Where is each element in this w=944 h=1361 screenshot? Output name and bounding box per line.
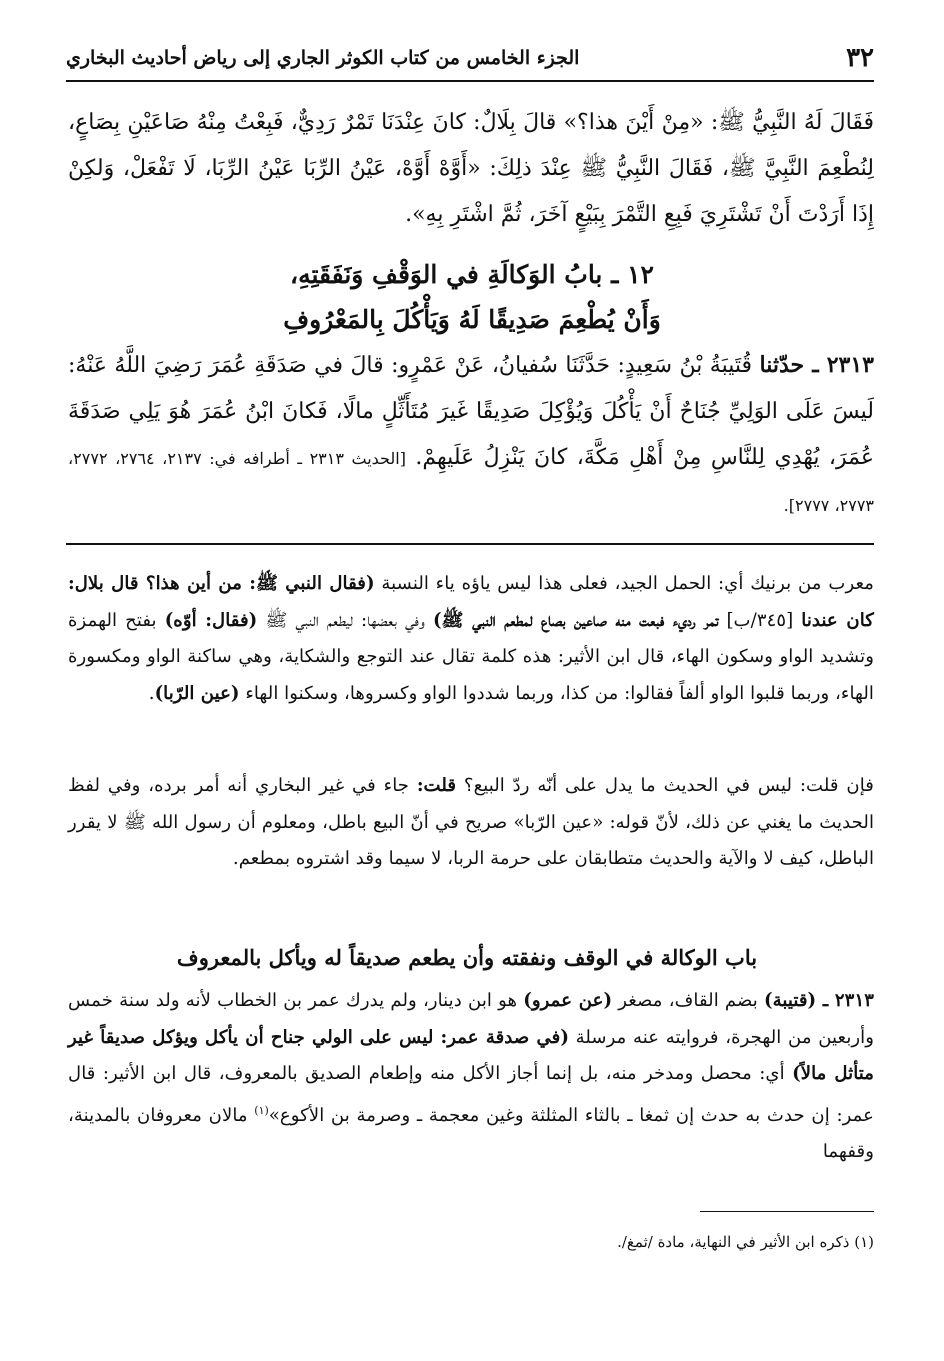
commentary-subheading: باب الوكالة في الوقف ونفقته وأن يطعم صديقاً له ويأكل بالمعروف: [176, 945, 758, 970]
comm3-text-4: مالان معروفان بالمدينة، وقفهما: [68, 1104, 874, 1163]
hadith-previous-text: [68, 100, 874, 238]
hadith-2313: [68, 342, 874, 529]
commentary-paragraph-2: [68, 768, 874, 878]
comm3-bold-2: (عن عمرو): [523, 990, 613, 1011]
comm1-text-5: .: [148, 682, 155, 704]
hadith-body: قُتَيبَةُ بْنُ سَعِيدٍ: حَدَّثَنَا سُفيانُ، عَنْ عَمْرٍو: قالَ في صَدَقَةِ عُمَرَ رَضِيَ اللَّهُ عَنْهُ: لَيسَ عَلَى الوَلِيِّ جُنَاحٌ أَنْ يَأْكُلَ وَيُؤْكِلَ صَدِيقًا غَيرَ مُتَأَثِّلٍ مالًا، فَكانَ ابْنُ عُمَرَ هُوَ يَلِي صَدَقَةَ عُمَرَ، يُهْدِي لِلنَّاسِ مِنْ أَهْلِ مَكَّةَ، كانَ يَنْزِلُ عَلَيهِمْ.: [68, 353, 875, 470]
page-number: ٣٢: [846, 43, 874, 73]
chapter-title: [60, 252, 884, 342]
hadith-number: ٢٣١٣ ـ حدّثنا: [759, 352, 874, 378]
comm2-text-2: جاء في غير البخاري أنه أمر برده، وفي لفظ الحديث ما يغني عن ذلك، لأنّ قوله: «عين الرّبا» صريح في أنّ البيع باطل، ومعلوم أن رسول الله ﷺ لا يقرر الباطل، كيف لا والآية والحديث متطابقان على حرمة الربا، لا سيما وقد اشتروه بمطعم.: [68, 775, 874, 869]
chapter-title-line2: وَأَنْ يُطْعِمَ صَدِيقًا لَهُ وَيَأْكُلَ بِالمَعْرُوفِ: [283, 305, 661, 334]
comm1-text-1: معرب من برنيك أي: الحمل الجيد، فعلى هذا ليس ياؤه ياء النسبة: [374, 573, 874, 594]
comm1-bold-4: (عين الرّبا): [154, 682, 240, 704]
footnote-marker: (١): [254, 1103, 269, 1117]
comm1-bold-2: تمر رديء فبعت منه صاعين بصاع لمطعم النبي ﷺ): [432, 609, 719, 631]
hadith-previous-body: فَقَالَ لَهُ النَّبِيُّ ﷺ: «مِنْ أَيْنَ هذا؟» قالَ بِلَالٌ: كانَ عِنْدَنَا تَمْرٌ رَدِيٌّ، فَبِعْتُ مِنْهُ صَاعَيْنِ بِصَاعٍ، لِنُطْعِمَ النَّبِيَّ ﷺ، فَقَالَ النَّبِيُّ ﷺ عِنْدَ ذلِكَ: «أَوَّهْ أَوَّهْ، عَيْنُ الرِّبَا عَيْنُ الرِّبَا، لَا تَفْعَلْ، وَلكِنْ إِذَا أَرَدْتَ أَنْ تَشْتَرِيَ فَبِعِ التَّمْرَ بِبَيْعٍ آخَرَ، ثُمَّ اشْتَرِ بِهِ».: [68, 110, 874, 227]
text-commentary-rule: [66, 543, 874, 545]
comm1-text-3: وفي بعضها: ليطعم النبي ﷺ: [257, 609, 433, 631]
comm3-text-3: أي: محصل ومدخر منه، بل إنما أجاز الأكل منه وإطعام الصديق بالمعروف، قال ابن الأثير: قال عمر: إن حدث به حدث إن ثمغا ـ بالثاء المثلثة وغين معجمة ـ وصرمة بن الأكوع»: [68, 1063, 874, 1126]
chapter-title-line1: ١٢ ـ بابُ الوَكالَةِ في الوَقْفِ وَنَفَقَتِهِ،: [290, 260, 654, 289]
comm2-text-1: فإن قلت: ليس في الحديث ما يدل على أنّه ردّ البيع؟: [456, 775, 874, 796]
comm3-text-1: بضم القاف، مصغر: [612, 990, 765, 1011]
running-title: الجزء الخامس من كتاب الكوثر الجاري إلى رياض أحاديث البخاري: [66, 47, 580, 69]
footnote: (١) ذكره ابن الأثير في النهاية، مادة /ثمغ/.: [617, 1233, 874, 1251]
page-header: [66, 38, 874, 78]
header-rule: [66, 80, 874, 82]
commentary-paragraph-1: [68, 566, 874, 712]
comm1-text-2: [٣٤٥/ب]: [718, 609, 802, 631]
comm1-bold-1: (فقال النبي ﷺ: من أين هذا؟ قال بلال: كان عندنا: [68, 573, 874, 631]
comm1-bold-3: (فقال: أوّه): [164, 609, 258, 631]
commentary-paragraph-3: [68, 983, 874, 1171]
comm1-text-4: بفتح الهمزة وتشديد الواو وسكون الهاء، قال ابن الأثير: هذه كلمة تقال عند التوجع والشكاية، وهي ساكنة الواو ومكسورة الهاء، وربما قلبوا الواو ألفاً فقالوا: من كذا، وربما شددوا الواو وكسروها، وسكنوا الهاء: [68, 609, 874, 704]
footnote-separator: [700, 1211, 874, 1212]
comm2-bold-1: قلت:: [416, 775, 457, 796]
comm3-bold-3: (في صدقة عمر: ليس على الولي جناح أن يأكل ويؤكل صديقاً غير متأثل مالاً): [68, 1026, 874, 1084]
hadith-references: [الحديث ٢٣١٣ ـ أطرافه في: ٢١٣٧، ٢٧٦٤، ٢٧٧٢، ٢٧٧٣، ٢٧٧٧].: [68, 449, 874, 515]
comm3-text-2: هو ابن دينار، ولم يدرك عمر بن الخطاب لأنه ولد سنة خمس وأربعين من الهجرة، فروايته عنه مرسلة: [68, 990, 875, 1048]
comm3-bold-1: ٢٣١٣ ـ (قتيبة): [764, 990, 874, 1011]
